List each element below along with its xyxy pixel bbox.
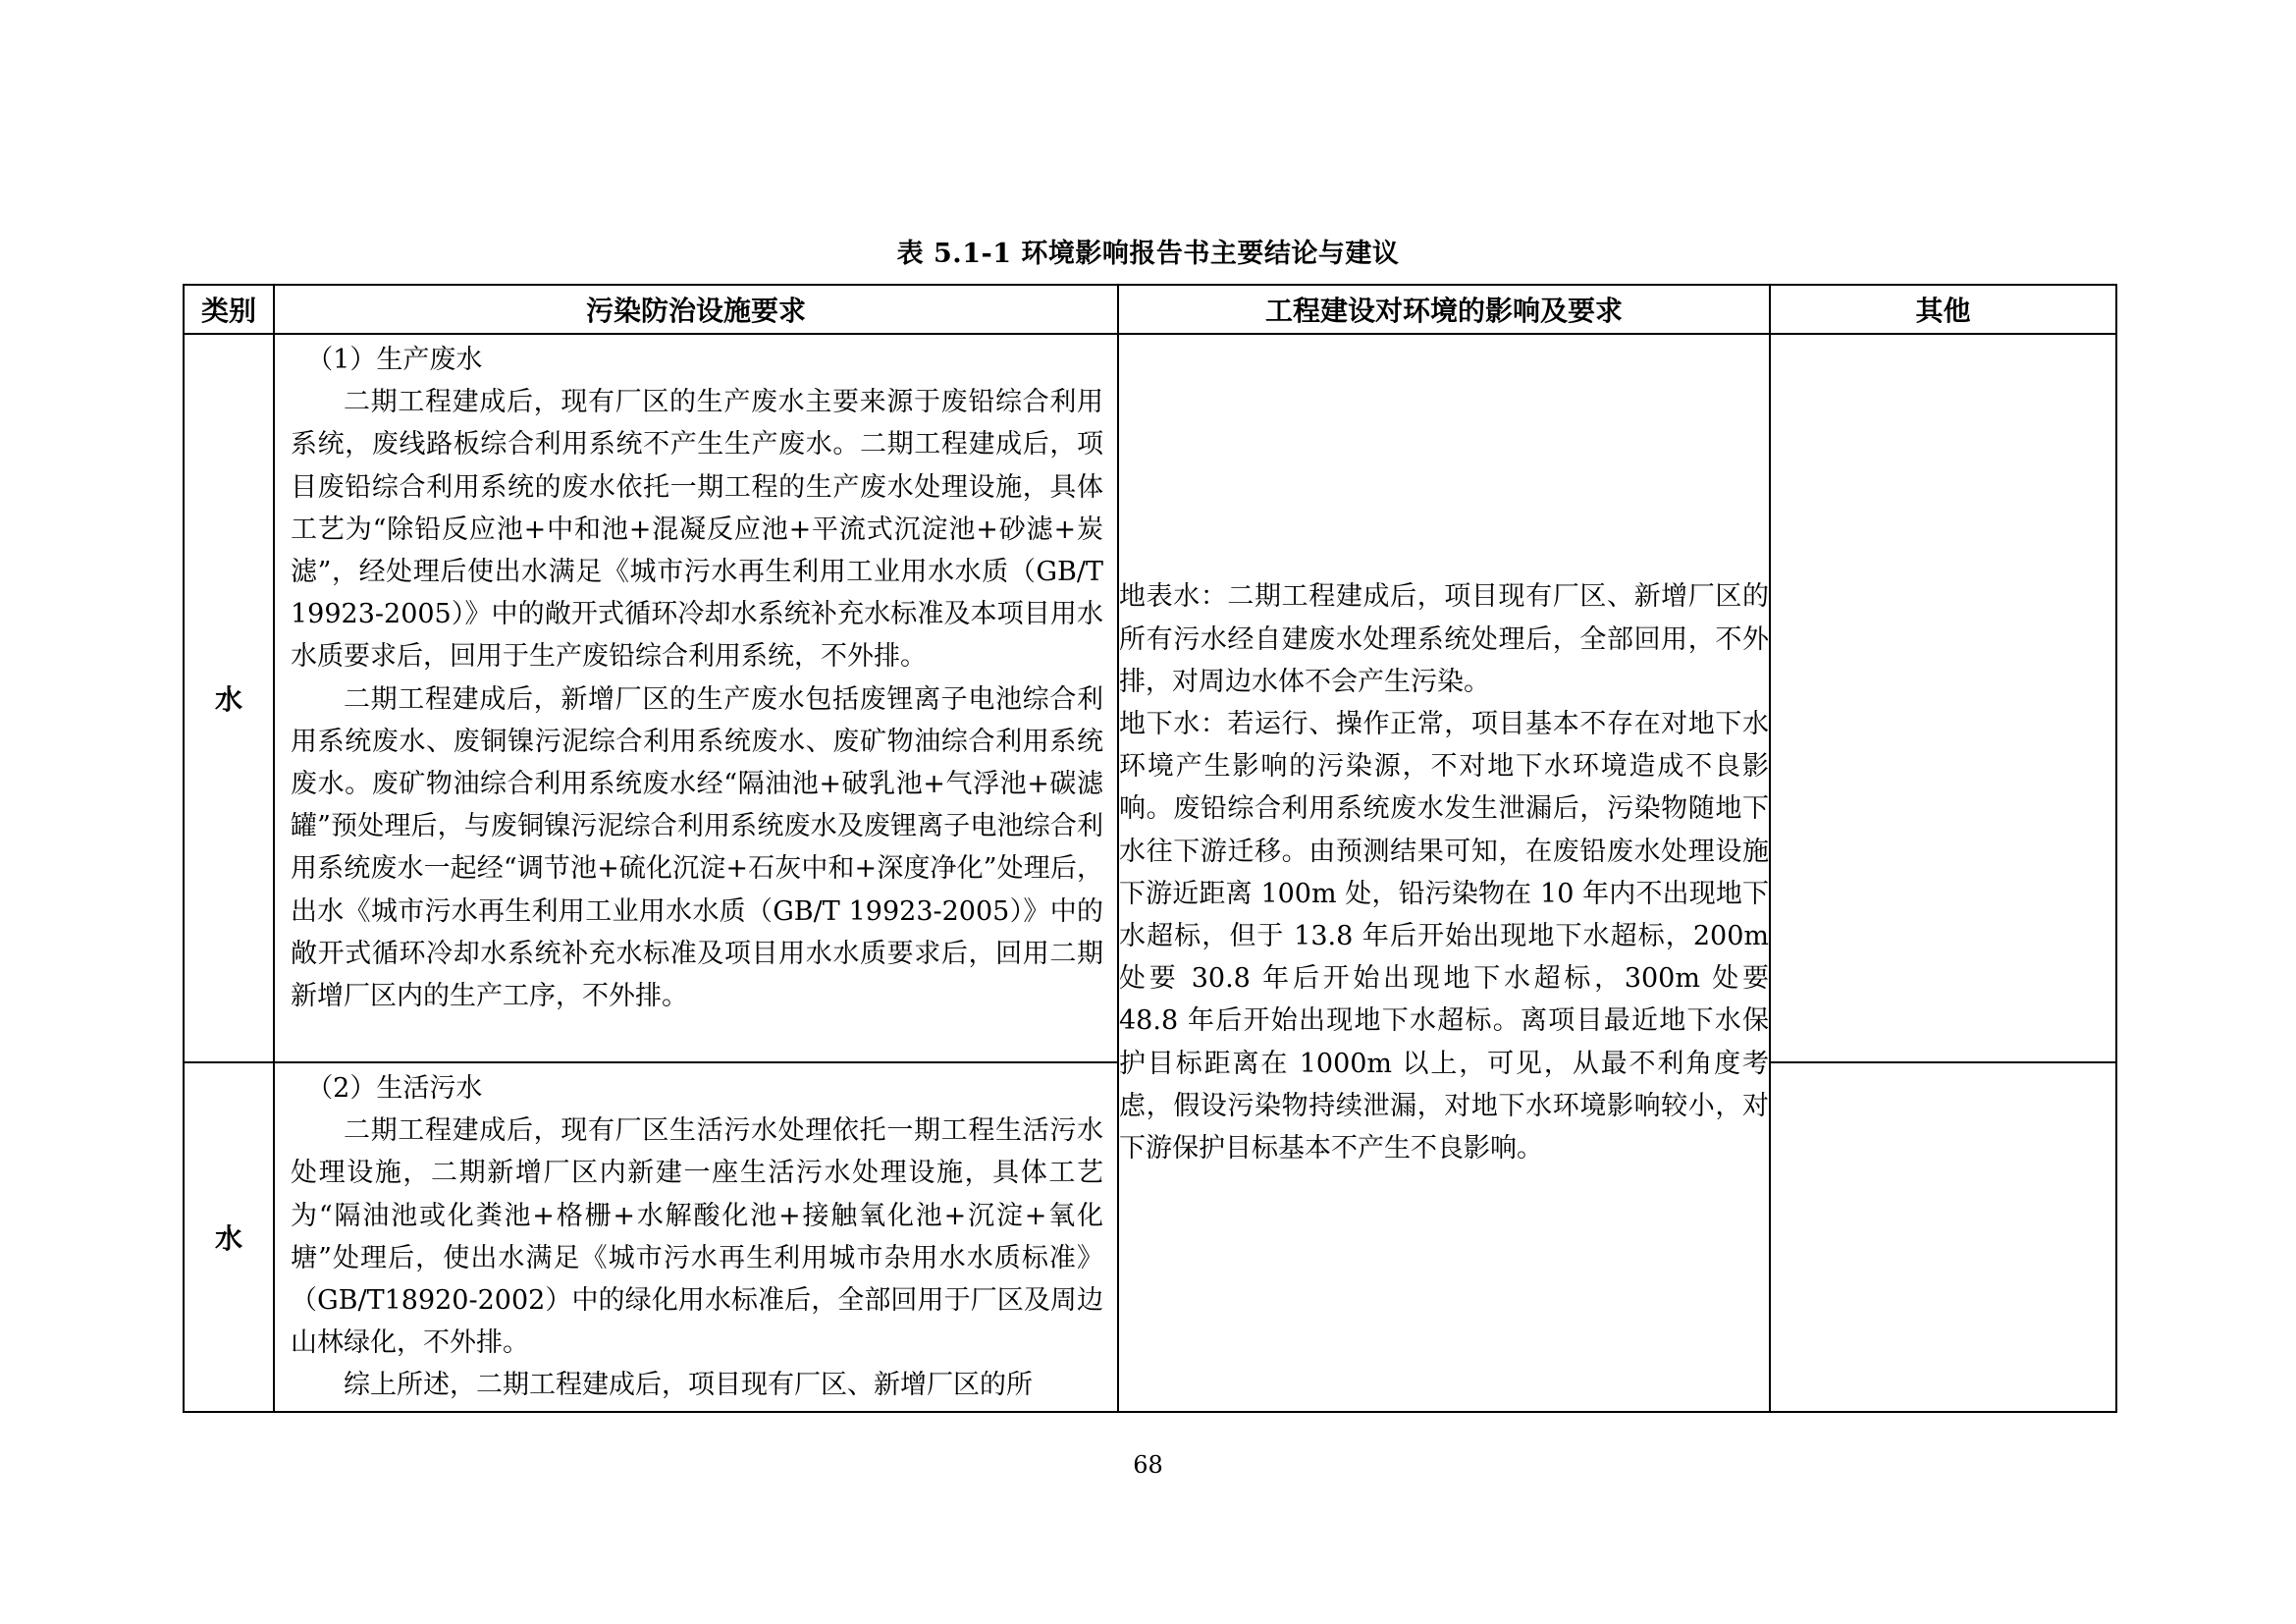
page-number: 68 bbox=[1133, 1451, 1163, 1479]
table-row bbox=[184, 334, 2116, 1062]
category-cell: 水 bbox=[184, 1062, 274, 1412]
paragraph: 二期工程建成后，现有厂区生活污水处理依托一期工程生活污水处理设施，二期新增厂区内新建一座生活污水处理设施，具体工艺为“隔油池或化粪池+格栅+水解酸化池+接触氧化池+沉淀+氧化塘”处理后，使出水满足《城市污水再生利用城市杂用水水质标准》（GB/T18920-2002）中的绿化用水标准后，全部回用于厂区及周边山林绿化，不外排。 bbox=[291, 1115, 1103, 1359]
header-category: 类别 bbox=[184, 285, 274, 334]
other-cell bbox=[1770, 1062, 2116, 1412]
header-pollution: 污染防治设施要求 bbox=[274, 285, 1118, 334]
pollution-cell bbox=[274, 1062, 1118, 1412]
impact-surface-water: 地表水：二期工程建成后，项目现有厂区、新增厂区的所有污水经自建废水处理系统处理后，全部回用，不外排，对周边水体不会产生污染。 bbox=[1119, 581, 1769, 697]
section-heading: （2）生活污水 bbox=[306, 1073, 483, 1104]
paragraph: 二期工程建成后，新增厂区的生产废水包括废锂离子电池综合利用系统废水、废铜镍污泥综合利用系统废水、废矿物油综合利用系统废水。废矿物油综合利用系统废水经“隔油池+破乳池+气浮池+碳滤罐”预处理后，与废铜镍污泥综合利用系统废水及废锂离子电池综合利用系统废水一起经“调节池+硫化沉淀+石灰中和+深度净化”处理后，出水《城市污水再生利用工业用水水质（GB/T 19923-2005）》中的敞开式循环冷却水系统补充水标准及项目用水水质要求后，回用二期新增厂区内的生产工序，不外排。 bbox=[291, 683, 1103, 1012]
pollution-cell bbox=[274, 334, 1118, 1062]
header-row bbox=[184, 285, 2116, 334]
impact-cell bbox=[1118, 334, 1770, 1412]
header-impact: 工程建设对环境的影响及要求 bbox=[1118, 285, 1770, 334]
impact-groundwater: 地下水：若运行、操作正常，项目基本不存在对地下水环境产生影响的污染源，不对地下水环境造成不良影响。废铅综合利用系统废水发生泄漏后，污染物随地下水往下游迁移。由预测结果可知，在废铅废水处理设施下游近距离 100m 处，铅污染物在 10 年内不出现地下水超标，但于 13.8 年后开始出现地下水超标，200m 处要 30.8 年后开始出现地下水超标，300m 处要 48.8 年后开始出现地下水超标。离项目最近地下水保护目标距离在 1000m 以上，可见，从最不利角度考虑，假设污染物持续泄漏，对地下水环境影响较小，对下游保护目标基本不产生不良影响。 bbox=[1119, 709, 1769, 1164]
table-title: 表 5.1-1 环境影响报告书主要结论与建议 bbox=[896, 239, 1400, 269]
paragraph: 二期工程建成后，现有厂区的生产废水主要来源于废铅综合利用系统，废线路板综合利用系统不产生生产废水。二期工程建成后，项目废铅综合利用系统的废水依托一期工程的生产废水处理设施，具体工艺为“除铅反应池+中和池+混凝反应池+平流式沉淀池+砂滤+炭滤”，经处理后使出水满足《城市污水再生利用工业用水水质（GB/T 19923-2005）》中的敞开式循环冷却水系统补充水标准及本项目用水水质要求后，回用于生产废铅综合利用系统，不外排。 bbox=[291, 387, 1103, 673]
paragraph: 综上所述，二期工程建成后，项目现有厂区、新增厂区的所 bbox=[344, 1370, 1033, 1401]
section-heading: （1）生产废水 bbox=[306, 345, 483, 375]
other-cell bbox=[1770, 334, 2116, 1062]
category-cell: 水 bbox=[184, 334, 274, 1062]
header-other: 其他 bbox=[1770, 285, 2116, 334]
conclusions-table bbox=[183, 284, 2117, 1413]
